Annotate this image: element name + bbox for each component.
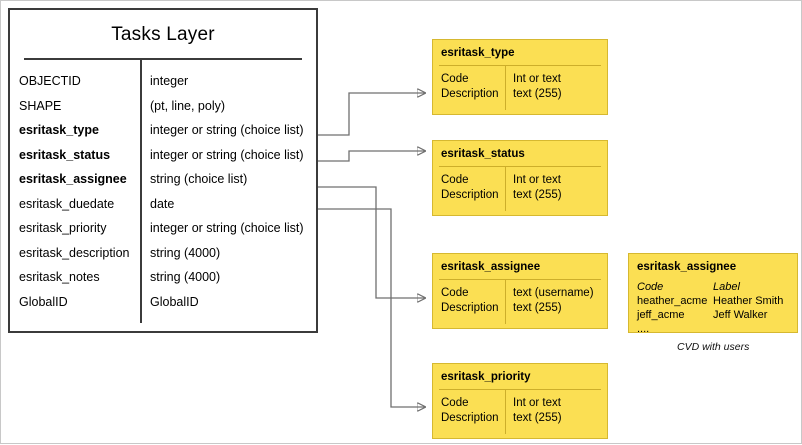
users-label-column <box>713 280 783 336</box>
domain-column-divider <box>505 66 506 110</box>
field-type: integer <box>150 74 189 89</box>
domain-box-esritask-priority <box>432 363 608 439</box>
cvd-note: CVD with users <box>677 341 750 353</box>
domain-right-col <box>505 396 562 426</box>
users-label-value: Heather Smith <box>713 295 784 307</box>
domain-right-line: text (username) <box>513 287 594 299</box>
field-name: esritask_notes <box>19 270 100 285</box>
users-label-header: Label <box>713 281 740 293</box>
users-code-value: heather_acme <box>637 295 708 307</box>
domain-left-line: Description <box>441 412 499 424</box>
table-row <box>10 216 316 241</box>
domain-left-line: Description <box>441 189 499 201</box>
connector-priority <box>318 209 425 407</box>
domain-column-divider <box>505 280 506 324</box>
domain-right-col <box>505 286 594 316</box>
column-divider <box>140 60 142 323</box>
users-code-value: .... <box>637 323 650 335</box>
users-box-title: esritask_assignee <box>637 261 737 273</box>
table-row <box>10 94 316 119</box>
field-type: GlobalID <box>150 294 199 309</box>
table-row <box>10 143 316 168</box>
domain-left-line: Description <box>441 302 499 314</box>
table-row <box>10 290 316 315</box>
domain-right-col <box>505 72 562 102</box>
domain-right-col <box>505 173 562 203</box>
domain-left-col <box>433 173 505 203</box>
domain-right-line: text (255) <box>513 189 562 201</box>
page-title: Tasks Layer <box>111 24 215 45</box>
field-name: esritask_description <box>19 245 130 260</box>
field-name: esritask_status <box>19 147 111 162</box>
users-code-value: jeff_acme <box>637 309 685 321</box>
table-row <box>10 192 316 217</box>
connector-assignee <box>318 187 425 298</box>
domain-box-esritask-status <box>432 140 608 216</box>
field-name: GlobalID <box>19 294 68 309</box>
table-row <box>10 69 316 94</box>
field-type: date <box>150 196 175 211</box>
domain-left-col <box>433 72 505 102</box>
domain-body <box>433 66 607 102</box>
domain-column-divider <box>505 390 506 434</box>
domain-right-line: text (255) <box>513 302 562 314</box>
domain-title: esritask_status <box>441 148 525 160</box>
field-type: string (4000) <box>150 270 221 285</box>
domain-box-esritask-type <box>432 39 608 115</box>
table-row <box>10 241 316 266</box>
field-rows <box>10 60 316 314</box>
field-type: string (4000) <box>150 245 221 260</box>
field-type: integer or string (choice list) <box>150 147 304 162</box>
field-name: esritask_priority <box>19 221 107 236</box>
domain-right-line: Int or text <box>513 73 561 85</box>
domain-title: esritask_priority <box>441 371 531 383</box>
field-name: SHAPE <box>19 98 62 113</box>
table-row <box>10 118 316 143</box>
domain-left-line: Code <box>441 73 469 85</box>
domain-title: esritask_type <box>441 47 515 59</box>
domain-left-line: Code <box>441 287 469 299</box>
domain-right-line: text (255) <box>513 88 562 100</box>
table-row <box>10 167 316 192</box>
domain-right-line: Int or text <box>513 174 561 186</box>
field-type: integer or string (choice list) <box>150 221 304 236</box>
table-row <box>10 265 316 290</box>
domain-left-line: Code <box>441 174 469 186</box>
field-name: esritask_assignee <box>19 172 127 187</box>
coded-value-domain-users-box <box>628 253 798 333</box>
domain-box-esritask-assignee <box>432 253 608 329</box>
field-name: OBJECTID <box>19 74 81 89</box>
domain-body <box>433 390 607 426</box>
field-type: (pt, line, poly) <box>150 98 226 113</box>
domain-right-line: Int or text <box>513 397 561 409</box>
field-type: integer or string (choice list) <box>150 123 304 138</box>
users-code-header: Code <box>637 281 664 293</box>
domain-left-col <box>433 286 505 316</box>
users-code-column <box>637 280 713 336</box>
domain-left-col <box>433 396 505 426</box>
domain-title: esritask_assignee <box>441 261 541 273</box>
field-type: string (choice list) <box>150 172 248 187</box>
tasks-layer-table <box>8 8 318 333</box>
domain-column-divider <box>505 167 506 211</box>
domain-body <box>433 167 607 203</box>
users-box-body <box>629 275 797 336</box>
connector-status <box>318 151 425 161</box>
domain-left-line: Code <box>441 397 469 409</box>
field-name: esritask_type <box>19 123 99 138</box>
users-label-value <box>713 322 783 336</box>
domain-right-line: text (255) <box>513 412 562 424</box>
connector-type <box>318 93 425 135</box>
domain-body <box>433 280 607 316</box>
domain-left-line: Description <box>441 88 499 100</box>
users-label-value: Jeff Walker <box>713 309 768 321</box>
field-name: esritask_duedate <box>19 196 115 211</box>
